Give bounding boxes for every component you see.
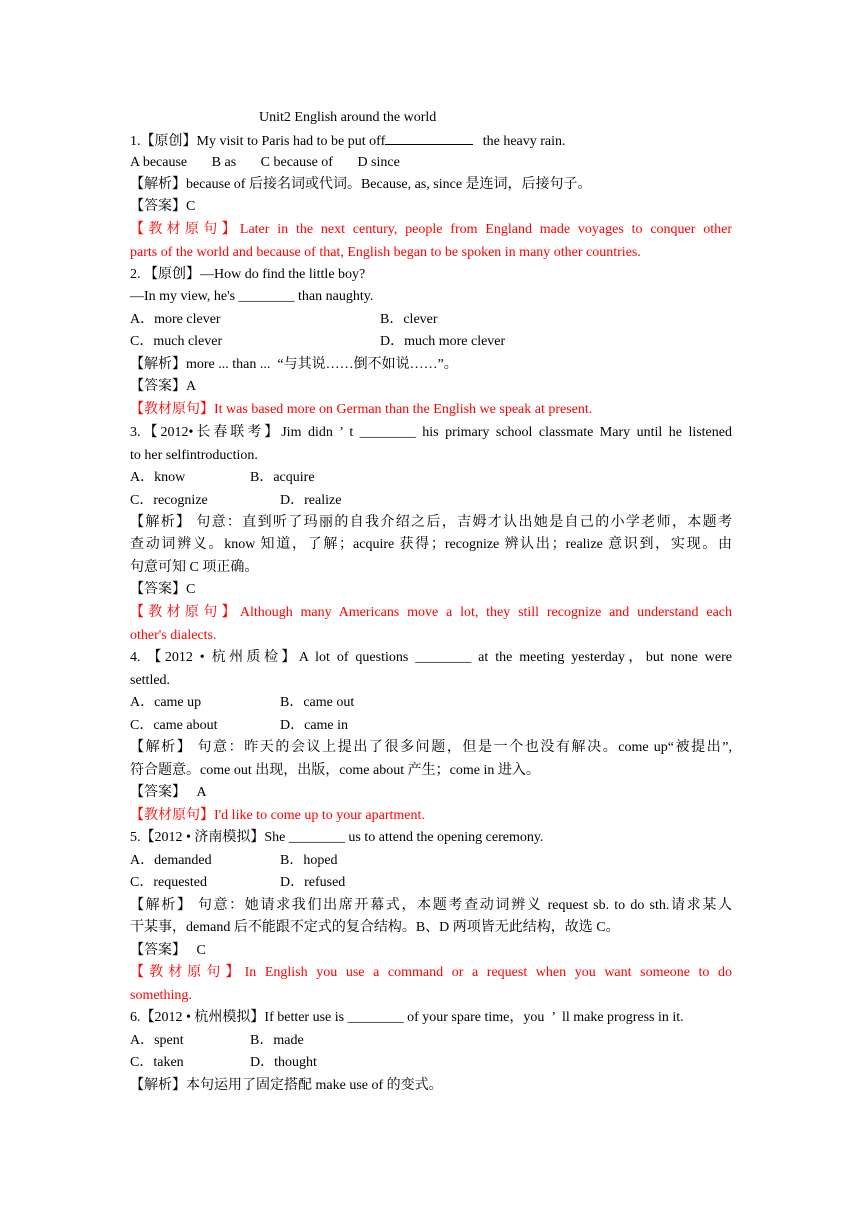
document-title: Unit2 English around the world [259, 110, 437, 125]
q1-stem-end: the heavy rain. [482, 134, 566, 149]
q3-option-c: C．recognize [130, 493, 208, 508]
q4-stem-line1: 4. 【2012 • 杭州质检】A lot of questions ________ at the meeting yesterday，but none were [130, 650, 732, 665]
q3-option-a: A．know [130, 470, 186, 485]
q6-options-row2 [130, 1053, 732, 1073]
q3-source-line2: other's dialects. [130, 628, 217, 643]
q5-options-row2 [130, 873, 732, 893]
q5-analysis-line2: 干某事，demand 后不能跟不定式的复合结构。B、D 两项皆无此结构，故选 C。 [130, 920, 620, 935]
q1-analysis: 【解析】because of 后接名词或代词。Because, as, since 是连词，后接句子。 [130, 177, 592, 192]
q4-source: 【教材原句】I'd like to come up to your apartment. [130, 808, 425, 823]
q6-option-d: D．thought [250, 1055, 317, 1070]
q3-analysis-line3: 句意可知 C 项正确。 [130, 560, 259, 575]
q4-answer: 【答案】 A [130, 785, 207, 800]
q5-answer: 【答案】 C [130, 943, 206, 958]
q6-option-a: A．spent [130, 1033, 184, 1048]
q3-stem-line2: to her selfintroduction. [130, 448, 258, 463]
q3-option-b: B．acquire [250, 470, 315, 485]
q2-options-row1 [130, 310, 732, 330]
q3-options-row1 [130, 468, 732, 488]
q6-option-c: C．taken [130, 1055, 184, 1070]
q3-source-line1: 【教材原句】Although many Americans move a lot, they still recognize and understand each [130, 605, 732, 620]
q3-analysis-line1: 【解析】 句意：直到听了玛丽的自我介绍之后，吉姆才认出她是自己的小学老师，本题考 [130, 515, 732, 530]
q3-stem-line1: 3.【2012•长春联考】Jim didn ’ t ________ his primary school classmate Mary until he listened [130, 425, 732, 440]
q5-source-line1: 【教材原句】In English you use a command or a request when you want someone to do [130, 965, 732, 980]
q4-option-d: D．came in [280, 718, 349, 733]
q3-options-row2 [130, 491, 732, 511]
q2-answer: 【答案】A [130, 379, 197, 394]
q6-options-row1 [130, 1031, 732, 1051]
q4-option-c: C．came about [130, 718, 218, 733]
q5-stem: 5.【2012 • 济南模拟】She ________ us to attend the opening ceremony. [130, 830, 544, 845]
q4-option-a: A．came up [130, 695, 202, 710]
q3-option-d: D．realize [280, 493, 342, 508]
q2-stem-answer-line: —In my view, he's ________ than naughty. [130, 289, 374, 304]
q2-source: 【教材原句】It was based more on German than the English we speak at present. [130, 402, 593, 417]
q5-option-a: A．demanded [130, 853, 212, 868]
q2-option-b: B．clever [380, 312, 438, 327]
q2-option-a: A．more clever [130, 312, 221, 327]
q1-stem-start: 1.【原创】My visit to Paris had to be put off [130, 134, 386, 149]
q1-answer: 【答案】C [130, 199, 196, 214]
q1-stem [130, 130, 732, 152]
q2-option-d: D．much more clever [380, 334, 506, 349]
q1-blank [385, 130, 473, 145]
q4-options-row2 [130, 716, 732, 736]
q2-stem: 2. 【原创】—How do find the little boy? [130, 267, 366, 282]
q1-source-line1: 【教材原句】Later in the next century, people from England made voyages to conquer other [130, 222, 732, 237]
q6-stem: 6.【2012 • 杭州模拟】If better use is ________ of your spare time，you ’ ll make progress in it. [130, 1010, 684, 1025]
q1-source-line2: parts of the world and because of that, English began to be spoken in many other countries. [130, 245, 641, 260]
q3-answer: 【答案】C [130, 582, 196, 597]
q6-option-b: B．made [250, 1033, 304, 1048]
q5-analysis-line1: 【解析】 句意：她请求我们出席开幕式，本题考查动词辨义 request sb. to do sth.请求某人 [130, 898, 732, 913]
q5-option-d: D．refused [280, 875, 346, 890]
q4-options-row1 [130, 693, 732, 713]
q5-option-b: B．hoped [280, 853, 338, 868]
q3-analysis-line2: 查动词辨义。know 知道，了解；acquire 获得；recognize 辨认出；realize 意识到，实现。由 [130, 537, 732, 552]
q2-analysis: 【解析】more ... than ... “与其说……倒不如说……”。 [130, 357, 458, 372]
q2-options-row2 [130, 332, 732, 352]
q4-stem-line2: settled. [130, 673, 171, 688]
q5-source-line2: something. [130, 988, 192, 1003]
q6-analysis: 【解析】本句运用了固定搭配 make use of 的变式。 [130, 1078, 443, 1093]
q4-analysis-line1: 【解析】 句意：昨天的会议上提出了很多问题，但是一个也没有解决。come up“被提出”, [130, 740, 732, 755]
q5-option-c: C．requested [130, 875, 207, 890]
q4-option-b: B．came out [280, 695, 355, 710]
q2-option-c: C．much clever [130, 334, 223, 349]
q4-analysis-line2: 符合题意。come out 出现，出版，come about 产生；come in 进入。 [130, 763, 540, 778]
q5-options-row1 [130, 851, 732, 871]
q1-options: A because B as C because of D since [130, 155, 400, 170]
